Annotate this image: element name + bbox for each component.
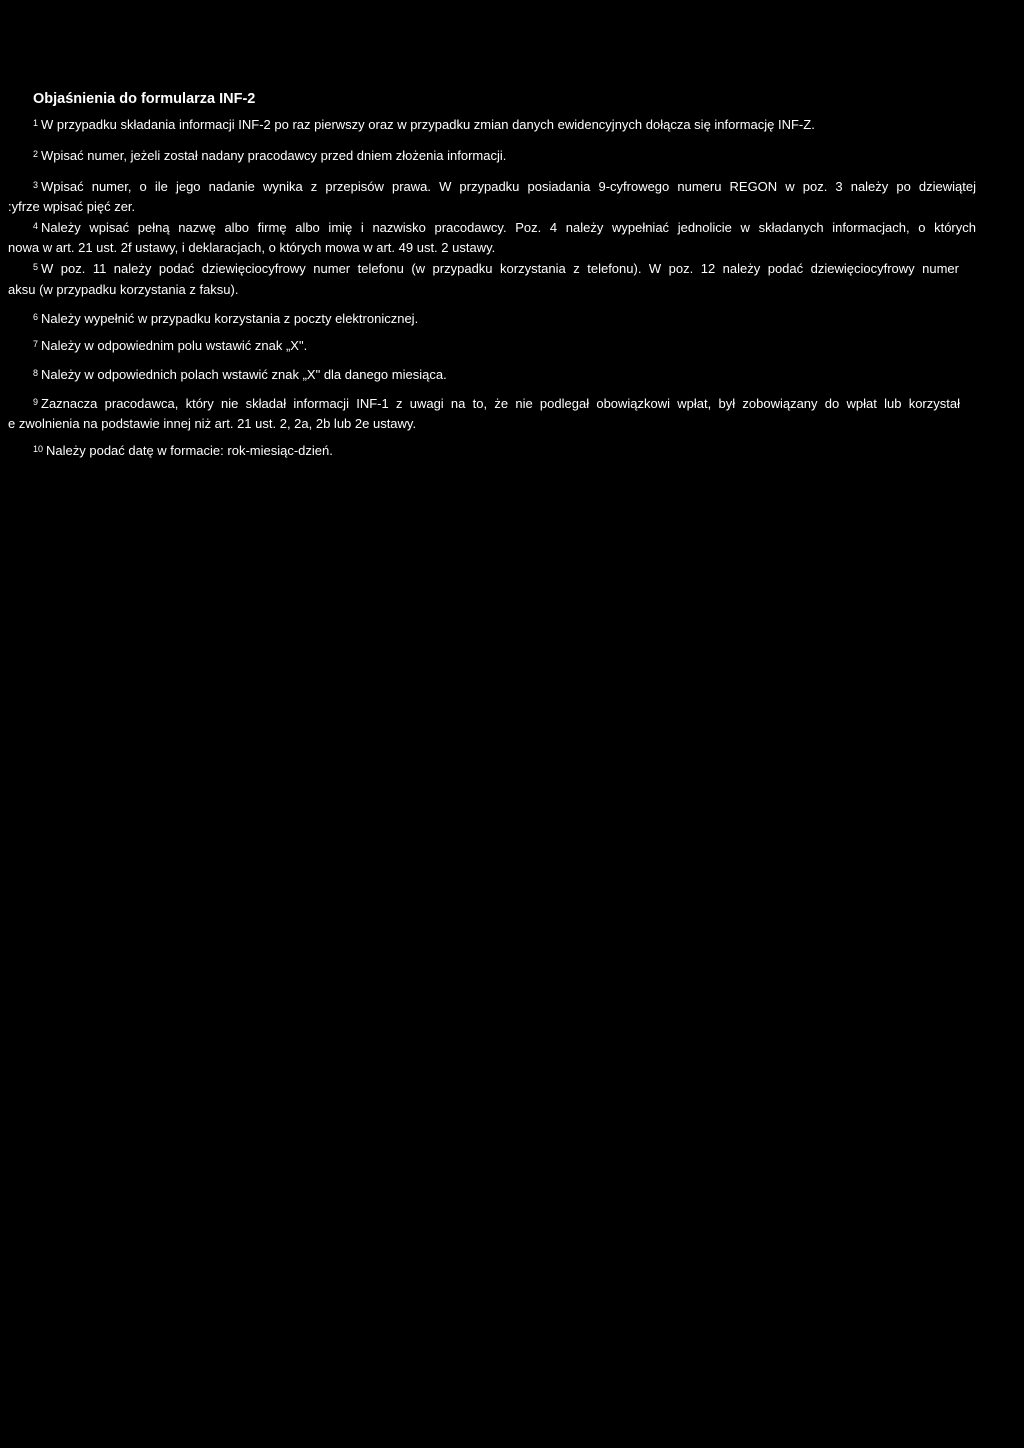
footnote-4-continuation: [8, 238, 495, 258]
footnote-marker: 7: [33, 339, 39, 349]
footnote-line: [33, 218, 976, 238]
footnote-marker: 9: [33, 397, 39, 407]
footnote-marker: 2: [33, 149, 39, 159]
footnote-text: W poz. 11 należy podać dziewięciocyfrowy numer telefonu (w przypadku korzystania z telefonu). W poz. 12 należy podać dziewięciocyfrowy numer: [41, 261, 959, 276]
document-title: Objaśnienia do formularza INF-2: [33, 91, 256, 107]
footnote-text: Należy wpisać pełną nazwę albo firmę albo imię i nazwisko pracodawcy. Poz. 4 należy wypełniać jednolicie w składanych informacjach, o których: [41, 220, 976, 235]
footnote-marker: 3: [33, 180, 39, 190]
footnote-7: [33, 336, 307, 356]
footnote-text: Zaznacza pracodawca, który nie składał informacji INF-1 z uwagi na to, że nie podlegał obowiązkowi wpłat, był zobowiązany do wpłat lub korzystał: [41, 396, 960, 411]
footnote-text: aksu (w przypadku korzystania z faksu).: [8, 282, 239, 297]
footnote-line: [33, 259, 959, 279]
footnote-line: [33, 177, 976, 197]
footnote-8: [33, 365, 447, 385]
footnote-9-continuation: [8, 414, 416, 434]
footnote-text: Należy wypełnić w przypadku korzystania z poczty elektronicznej.: [41, 311, 419, 326]
footnote-text: Wpisać numer, jeżeli został nadany pracodawcy przed dniem złożenia informacji.: [41, 148, 507, 163]
footnote-marker: 8: [33, 368, 39, 378]
footnote-2: [33, 146, 506, 166]
footnote-marker: 10: [33, 444, 44, 454]
footnote-10: [33, 441, 333, 461]
footnote-text: Wpisać numer, o ile jego nadanie wynika z przepisów prawa. W przypadku posiadania 9-cyfrowego numeru REGON w poz. 3 należy po dziewiątej: [41, 179, 976, 194]
footnote-3: [33, 177, 976, 197]
footnote-marker: 5: [33, 262, 39, 272]
footnote-marker: 4: [33, 221, 39, 231]
footnote-text: W przypadku składania informacji INF-2 po raz pierwszy oraz w przypadku zmian danych ewidencyjnych dołącza się informację INF-Z.: [41, 117, 815, 132]
footnote-text: e zwolnienia na podstawie innej niż art. 21 ust. 2, 2a, 2b lub 2e ustawy.: [8, 416, 417, 431]
footnote-text: :yfrze wpisać pięć zer.: [8, 199, 136, 214]
footnote-line: [33, 394, 960, 414]
footnote-3-continuation: [8, 197, 135, 217]
footnote-text: nowa w art. 21 ust. 2f ustawy, i deklaracjach, o których mowa w art. 49 ust. 2 ustawy.: [8, 240, 496, 255]
footnote-9: [33, 394, 960, 414]
footnote-text: Należy podać datę w formacie: rok-miesiąc-dzień.: [46, 443, 333, 458]
footnote-marker: 6: [33, 312, 39, 322]
footnote-1: [33, 115, 815, 135]
footnote-5: [33, 259, 959, 279]
footnote-4: [33, 218, 976, 238]
footnote-6: [33, 309, 418, 329]
footnote-text: Należy w odpowiednim polu wstawić znak „X".: [41, 338, 308, 353]
footnote-5-continuation: [8, 280, 238, 300]
footnote-marker: 1: [33, 118, 39, 128]
footnote-text: Należy w odpowiednich polach wstawić znak „X" dla danego miesiąca.: [41, 367, 447, 382]
